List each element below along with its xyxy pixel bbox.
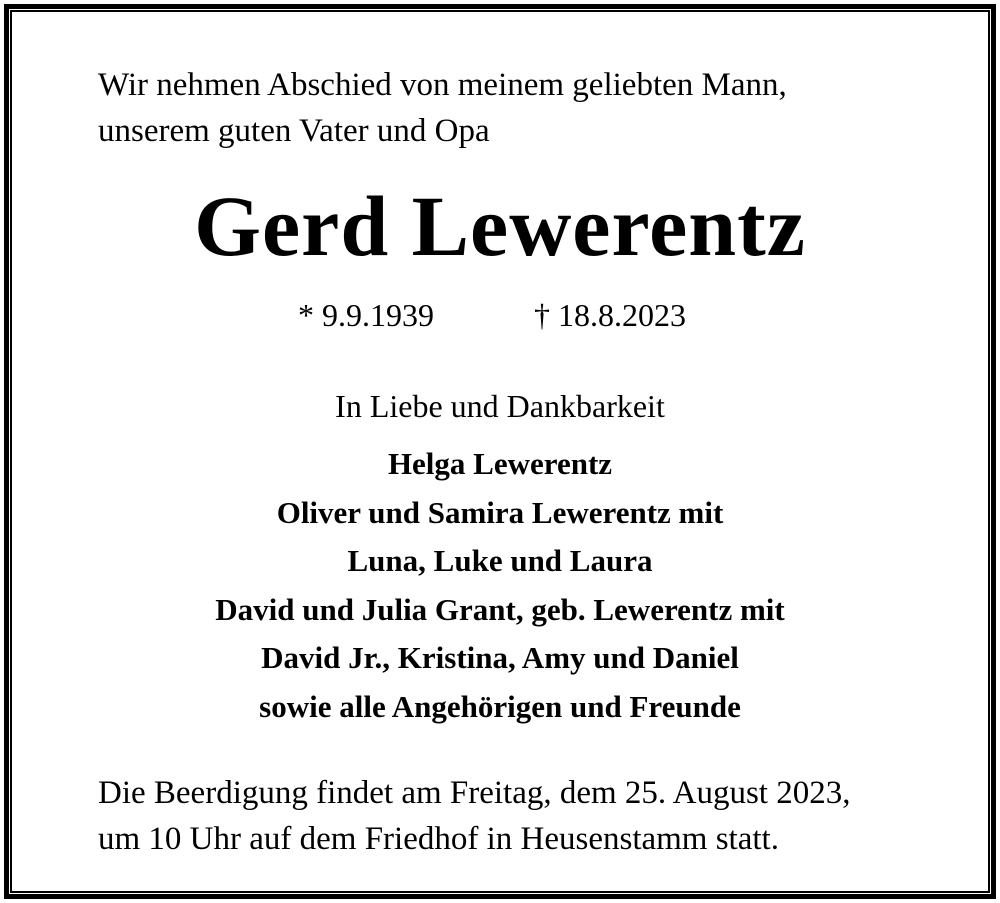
funeral-notice [98,770,938,862]
mourner-line: David Jr., Kristina, Amy und Daniel [261,640,739,675]
funeral-line-2: um 10 Uhr auf dem Friedhof in Heusenstamm statt. [98,821,779,857]
death-date: † 18.8.2023 [534,297,686,333]
mourners-list [0,440,1000,731]
mourner-line: Luna, Luke und Laura [347,543,653,578]
mourner-line: Oliver und Samira Lewerentz mit [276,494,724,530]
intro-text [98,62,918,154]
intro-line-2: unserem guten Vater und Opa [98,113,490,149]
dedication-text: In Liebe und Dankbarkeit [335,388,665,424]
funeral-line-1: Die Beerdigung findet am Freitag, dem 25. August 2023, [98,775,851,811]
birth-date: * 9.9.1939 [298,297,434,333]
mourner-line: Helga Lewerentz [387,446,613,481]
mourner-line: David und Julia Grant, geb. Lewerentz mit [215,591,785,627]
deceased-name: Gerd Lewerentz [194,178,806,274]
intro-line-1: Wir nehmen Abschied von meinem geliebten Mann, [98,67,787,103]
life-dates [0,292,1000,338]
mourner-line: sowie alle Angehörigen und Freunde [259,688,741,724]
